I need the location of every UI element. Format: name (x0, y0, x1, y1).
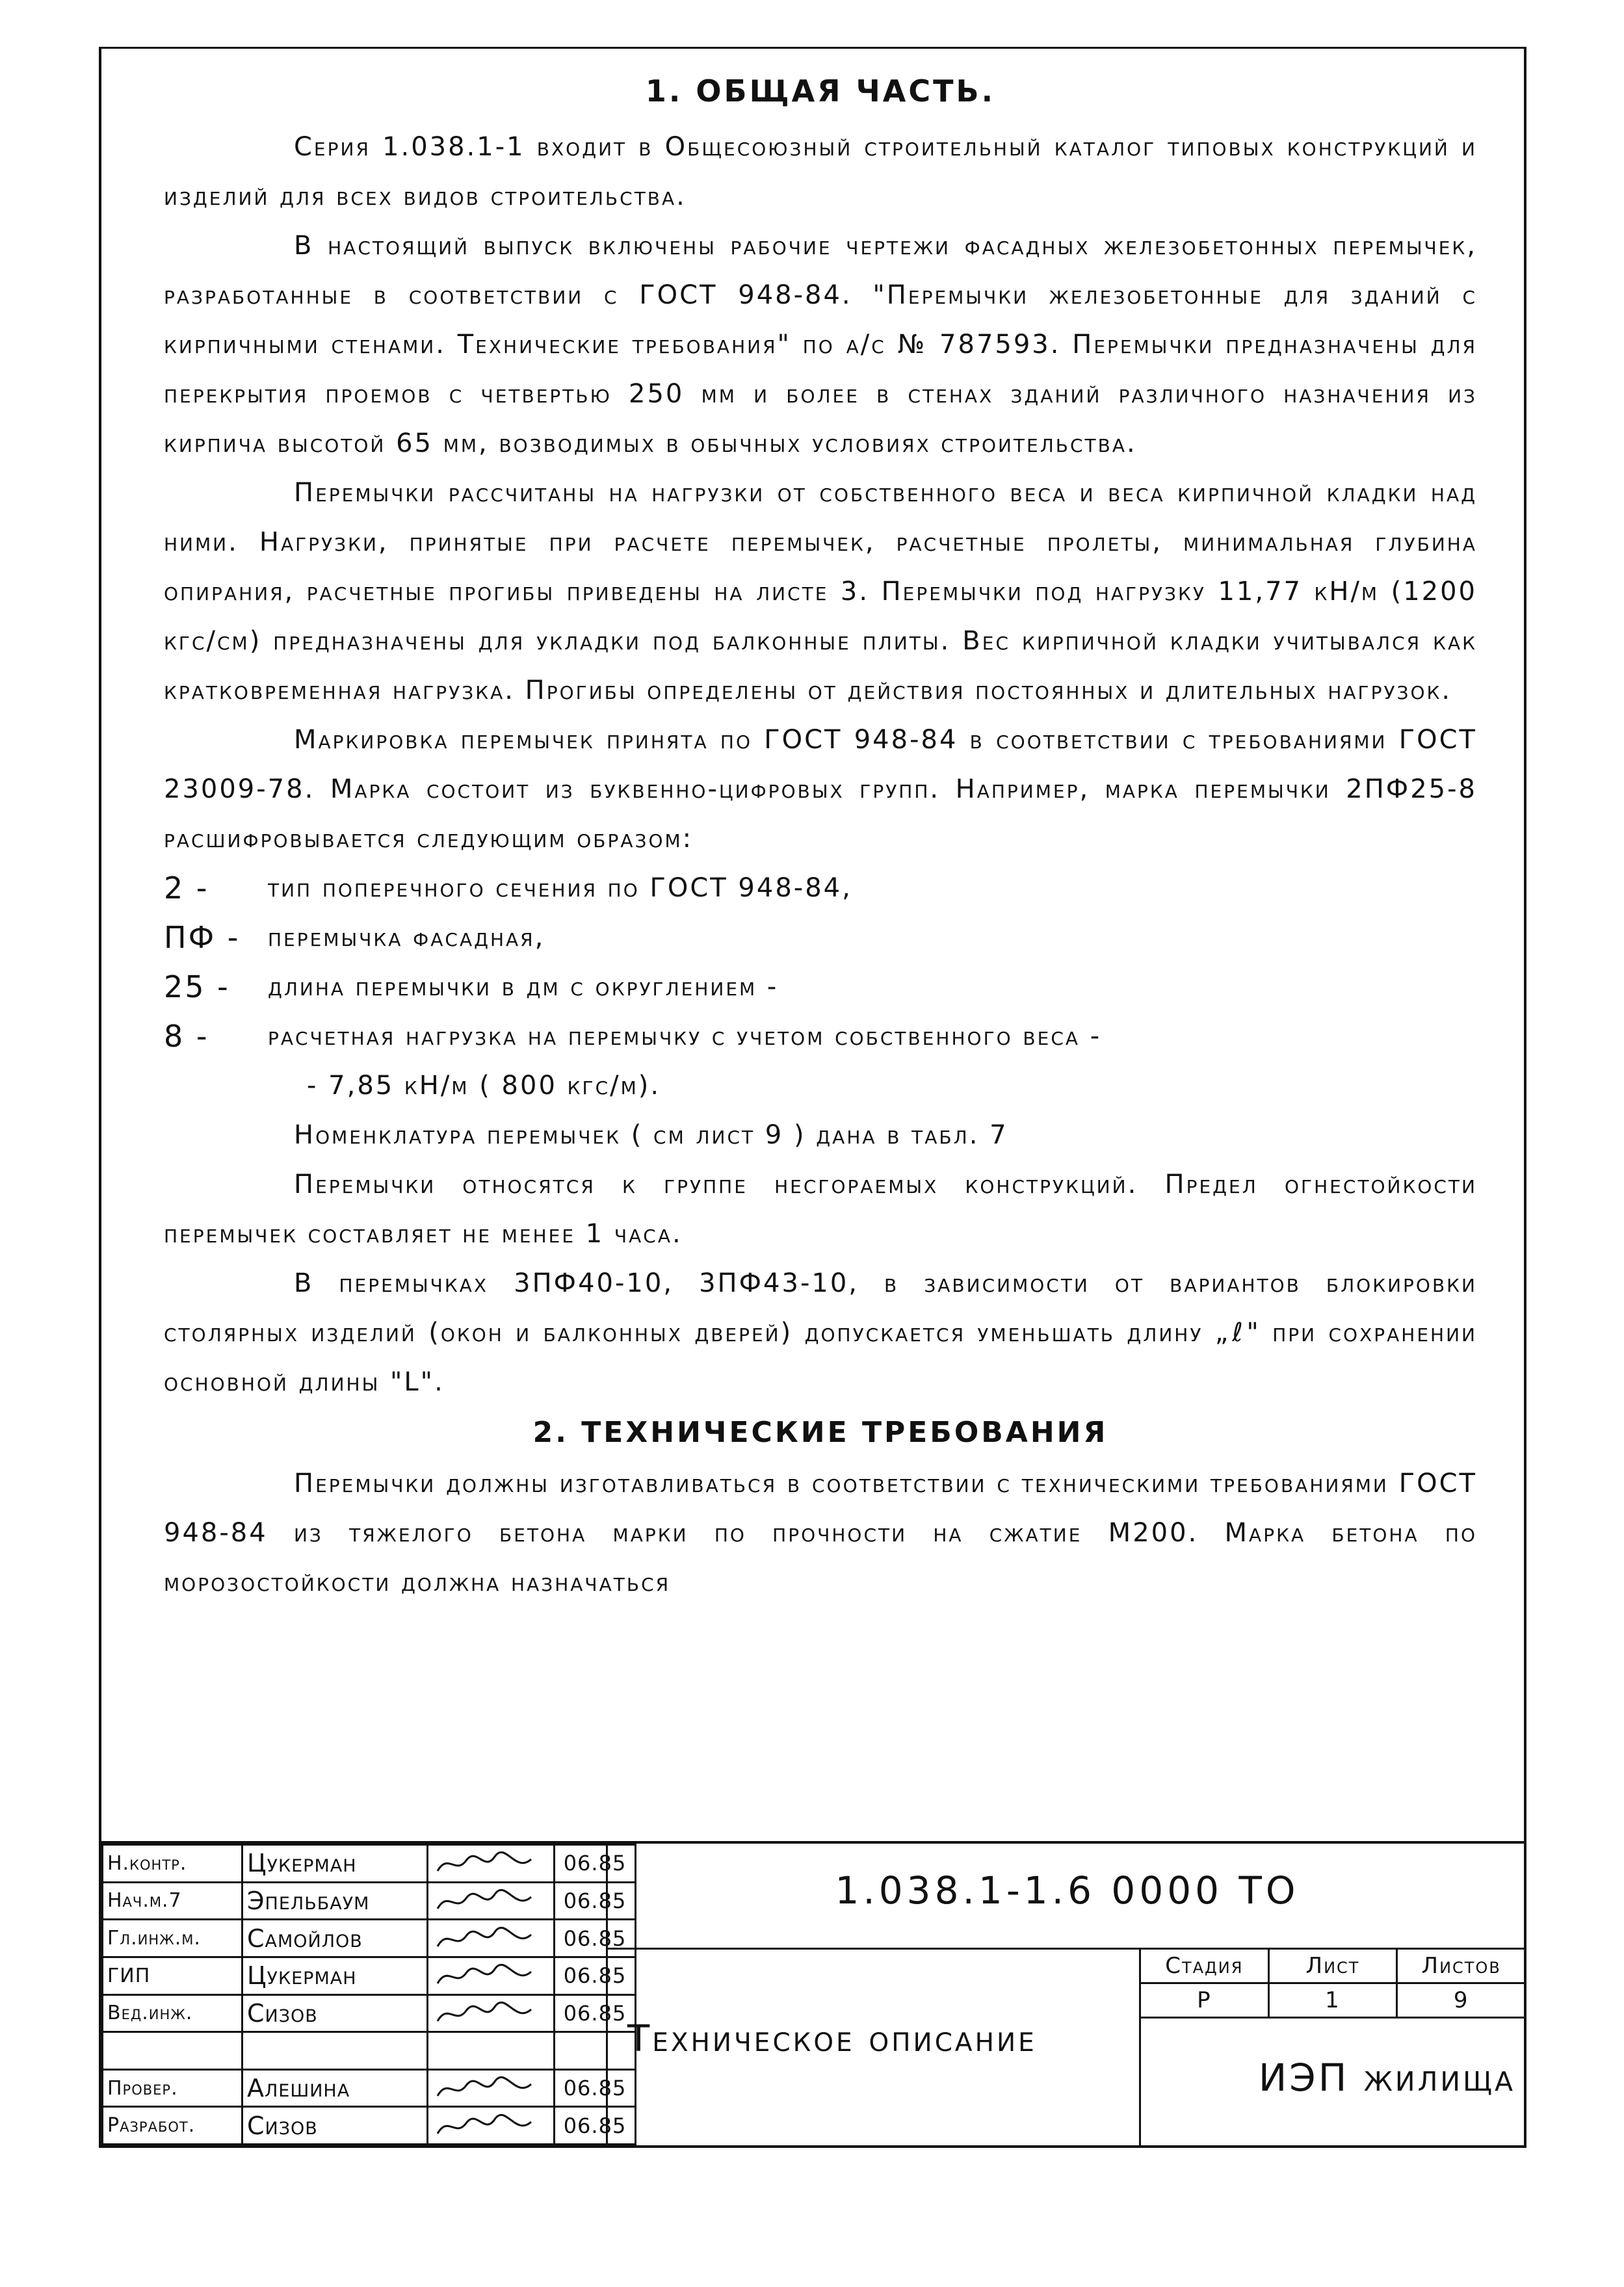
handwritten-signature (428, 1957, 555, 1994)
signature-role: Н.контр. (103, 1845, 242, 1883)
signature-row (103, 1845, 636, 1883)
marking-value: тип поперечного сечения по ГОСТ 948-84, (268, 873, 852, 903)
organization-cell (1139, 2013, 1528, 2145)
signature-role: ГИП (103, 1957, 242, 1994)
sheet-header: Лист (1268, 1949, 1397, 1983)
sheets-total-header: Листов (1397, 1949, 1526, 1983)
signature-row (103, 1920, 636, 1957)
marking-value: перемычка фасадная, (268, 922, 545, 952)
signature-name: Сизов (242, 1994, 428, 2032)
title-block (101, 1841, 1526, 2145)
paragraph: В настоящий выпуск включены рабочие чертежи фасадных железобетонных перемычек, разработанные в соответствии с ГОСТ 948-84. "Перемычки железобетонные для зданий с кирпичными стенами. Технические требования" по а/с № 787593. Перемычки предназначены для перекрытия проемов с четвертью 250 мм и более в стенах зданий различного назначения из кирпича высотой 65 мм, возводимых в обычных условиях строительства. (164, 231, 1477, 458)
signature-scribble (432, 1999, 536, 2028)
document-name-cell (606, 1948, 1141, 2145)
signature-scribble (432, 1849, 536, 1877)
signature-scribble (432, 1887, 536, 1915)
document-code: 1.038.1-1.6 0000 ТО (835, 1868, 1300, 1913)
sheet-value: 1 (1268, 1983, 1397, 2018)
handwritten-signature (428, 2107, 555, 2145)
signature-name: Самойлов (242, 1920, 428, 1957)
stage-sheet-table (1139, 1948, 1526, 2019)
marking-value: расчетная нагрузка на перемычку с учетом собственного веса - (268, 1021, 1102, 1051)
stage-value: Р (1140, 1983, 1269, 2018)
technical-description-text (164, 60, 1477, 1607)
signature-row (103, 1882, 636, 1920)
marking-continuation: - 7,85 кН/м ( 800 кгс/м). (307, 1071, 661, 1101)
handwritten-signature (428, 1994, 555, 2032)
sheets-total-value: 9 (1397, 1983, 1526, 2018)
marking-key: ПФ - (164, 920, 241, 955)
marking-key: 8 - (164, 1019, 209, 1054)
signature-table (101, 1844, 636, 2145)
stage-header: Стадия (1140, 1949, 1269, 1983)
marking-value: длина перемычки в дм с округлением - (268, 972, 779, 1002)
signature-role: Вед.инж. (103, 1994, 242, 2032)
signature-name: Алешина (242, 2069, 428, 2107)
handwritten-signature (428, 1920, 555, 1957)
signature-name: Цукерман (242, 1957, 428, 1994)
section-2-title: 2. ТЕХНИЧЕСКИЕ ТРЕБОВАНИЯ (532, 1416, 1108, 1449)
signature-scribble (432, 1961, 536, 1990)
list-item (164, 1012, 1477, 1061)
signature-date: 06.85 (555, 2107, 636, 2145)
signature-scribble (432, 1924, 536, 1953)
signature-date: 06.85 (555, 1994, 636, 2032)
signature-role: Гл.инж.м. (103, 1920, 242, 1957)
signature-row (103, 1994, 636, 2032)
paragraph: Перемычки рассчитаны на нагрузки от собственного веса и веса кирпичной кладки над ними. Нагрузки, принятые при расчете перемычек, расчетные пролеты, минимальная глубина опирания, расчетные прогибы приведены на листе 3. Перемычки под нагрузку 11,77 кН/м (1200 кгс/см) предназначены для укладки под балконные плиты. Вес кирпичной кладки учитывался как кратковременная нагрузка. Прогибы определены от действия постоянных и длительных нагрузок. (164, 478, 1477, 705)
organization-name: ИЭП жилища (1258, 2056, 1515, 2100)
signature-date: 06.85 (555, 1845, 636, 1883)
signature-role: Провер. (103, 2069, 242, 2107)
marking-key: 2 - (164, 870, 209, 906)
signature-scribble (432, 2074, 536, 2102)
signature-role: Нач.м.7 (103, 1882, 242, 1920)
paragraph: Номенклатура перемычек ( см лист 9 ) дана в табл. 7 (294, 1120, 1008, 1150)
document-code-cell (606, 1844, 1526, 1950)
signature-name: Эпельбаум (242, 1882, 428, 1920)
list-item (164, 962, 1477, 1012)
signature-role (103, 2032, 242, 2070)
signature-date: 06.85 (555, 1920, 636, 1957)
signature-row (103, 1957, 636, 1994)
section-1-title: 1. ОБЩАЯ ЧАСТЬ. (645, 73, 996, 109)
paragraph: Серия 1.038.1-1 входит в Общесоюзный строительный каталог типовых конструкций и изделий для всех видов строительства. (164, 132, 1477, 211)
handwritten-signature (428, 1882, 555, 1920)
drawing-sheet (99, 47, 1526, 2148)
handwritten-signature (428, 2032, 555, 2070)
list-item (164, 863, 1477, 913)
signature-date: 06.85 (555, 1957, 636, 1994)
paragraph: Перемычки относятся к группе несгораемых конструкций. Предел огнестойкости перемычек составляет не менее 1 часа. (164, 1170, 1477, 1249)
signature-name: Цукерман (242, 1845, 428, 1883)
signature-date: 06.85 (555, 2069, 636, 2107)
handwritten-signature (428, 1845, 555, 1883)
list-item (164, 913, 1477, 962)
marking-key: 25 - (164, 969, 230, 1004)
document-name: Техническое описание (627, 2018, 1037, 2060)
handwritten-signature (428, 2069, 555, 2107)
signature-role: Разработ. (103, 2107, 242, 2145)
signature-row (103, 2107, 636, 2145)
signature-row (103, 2069, 636, 2107)
marking-decoding-list (164, 863, 1477, 1061)
paragraph: Маркировка перемычек принята по ГОСТ 948-84 в соответствии с требованиями ГОСТ 23009-78. Марка состоит из буквенно-цифровых групп. Например, марка перемычки 2ПФ25-8 расшифровывается следующим образом: (164, 725, 1477, 854)
signature-name: Сизов (242, 2107, 428, 2145)
sheet-top-border (101, 47, 1524, 49)
signature-scribble (432, 2111, 536, 2140)
signature-date: 06.85 (555, 1882, 636, 1920)
signature-name (242, 2032, 428, 2070)
paragraph: В перемычках 3ПФ40-10, 3ПФ43-10, в зависимости от вариантов блокировки столярных изделий (окон и балконных дверей) допускается уменьшать длину „ℓ" при сохранении основной длины "L". (164, 1268, 1477, 1397)
signature-row (103, 2032, 636, 2070)
paragraph: Перемычки должны изготавливаться в соответствии с техническими требованиями ГОСТ 948-84 из тяжелого бетона марки по прочности на сжатие М200. Марка бетона по морозостойкости должна назначаться (164, 1469, 1477, 1597)
